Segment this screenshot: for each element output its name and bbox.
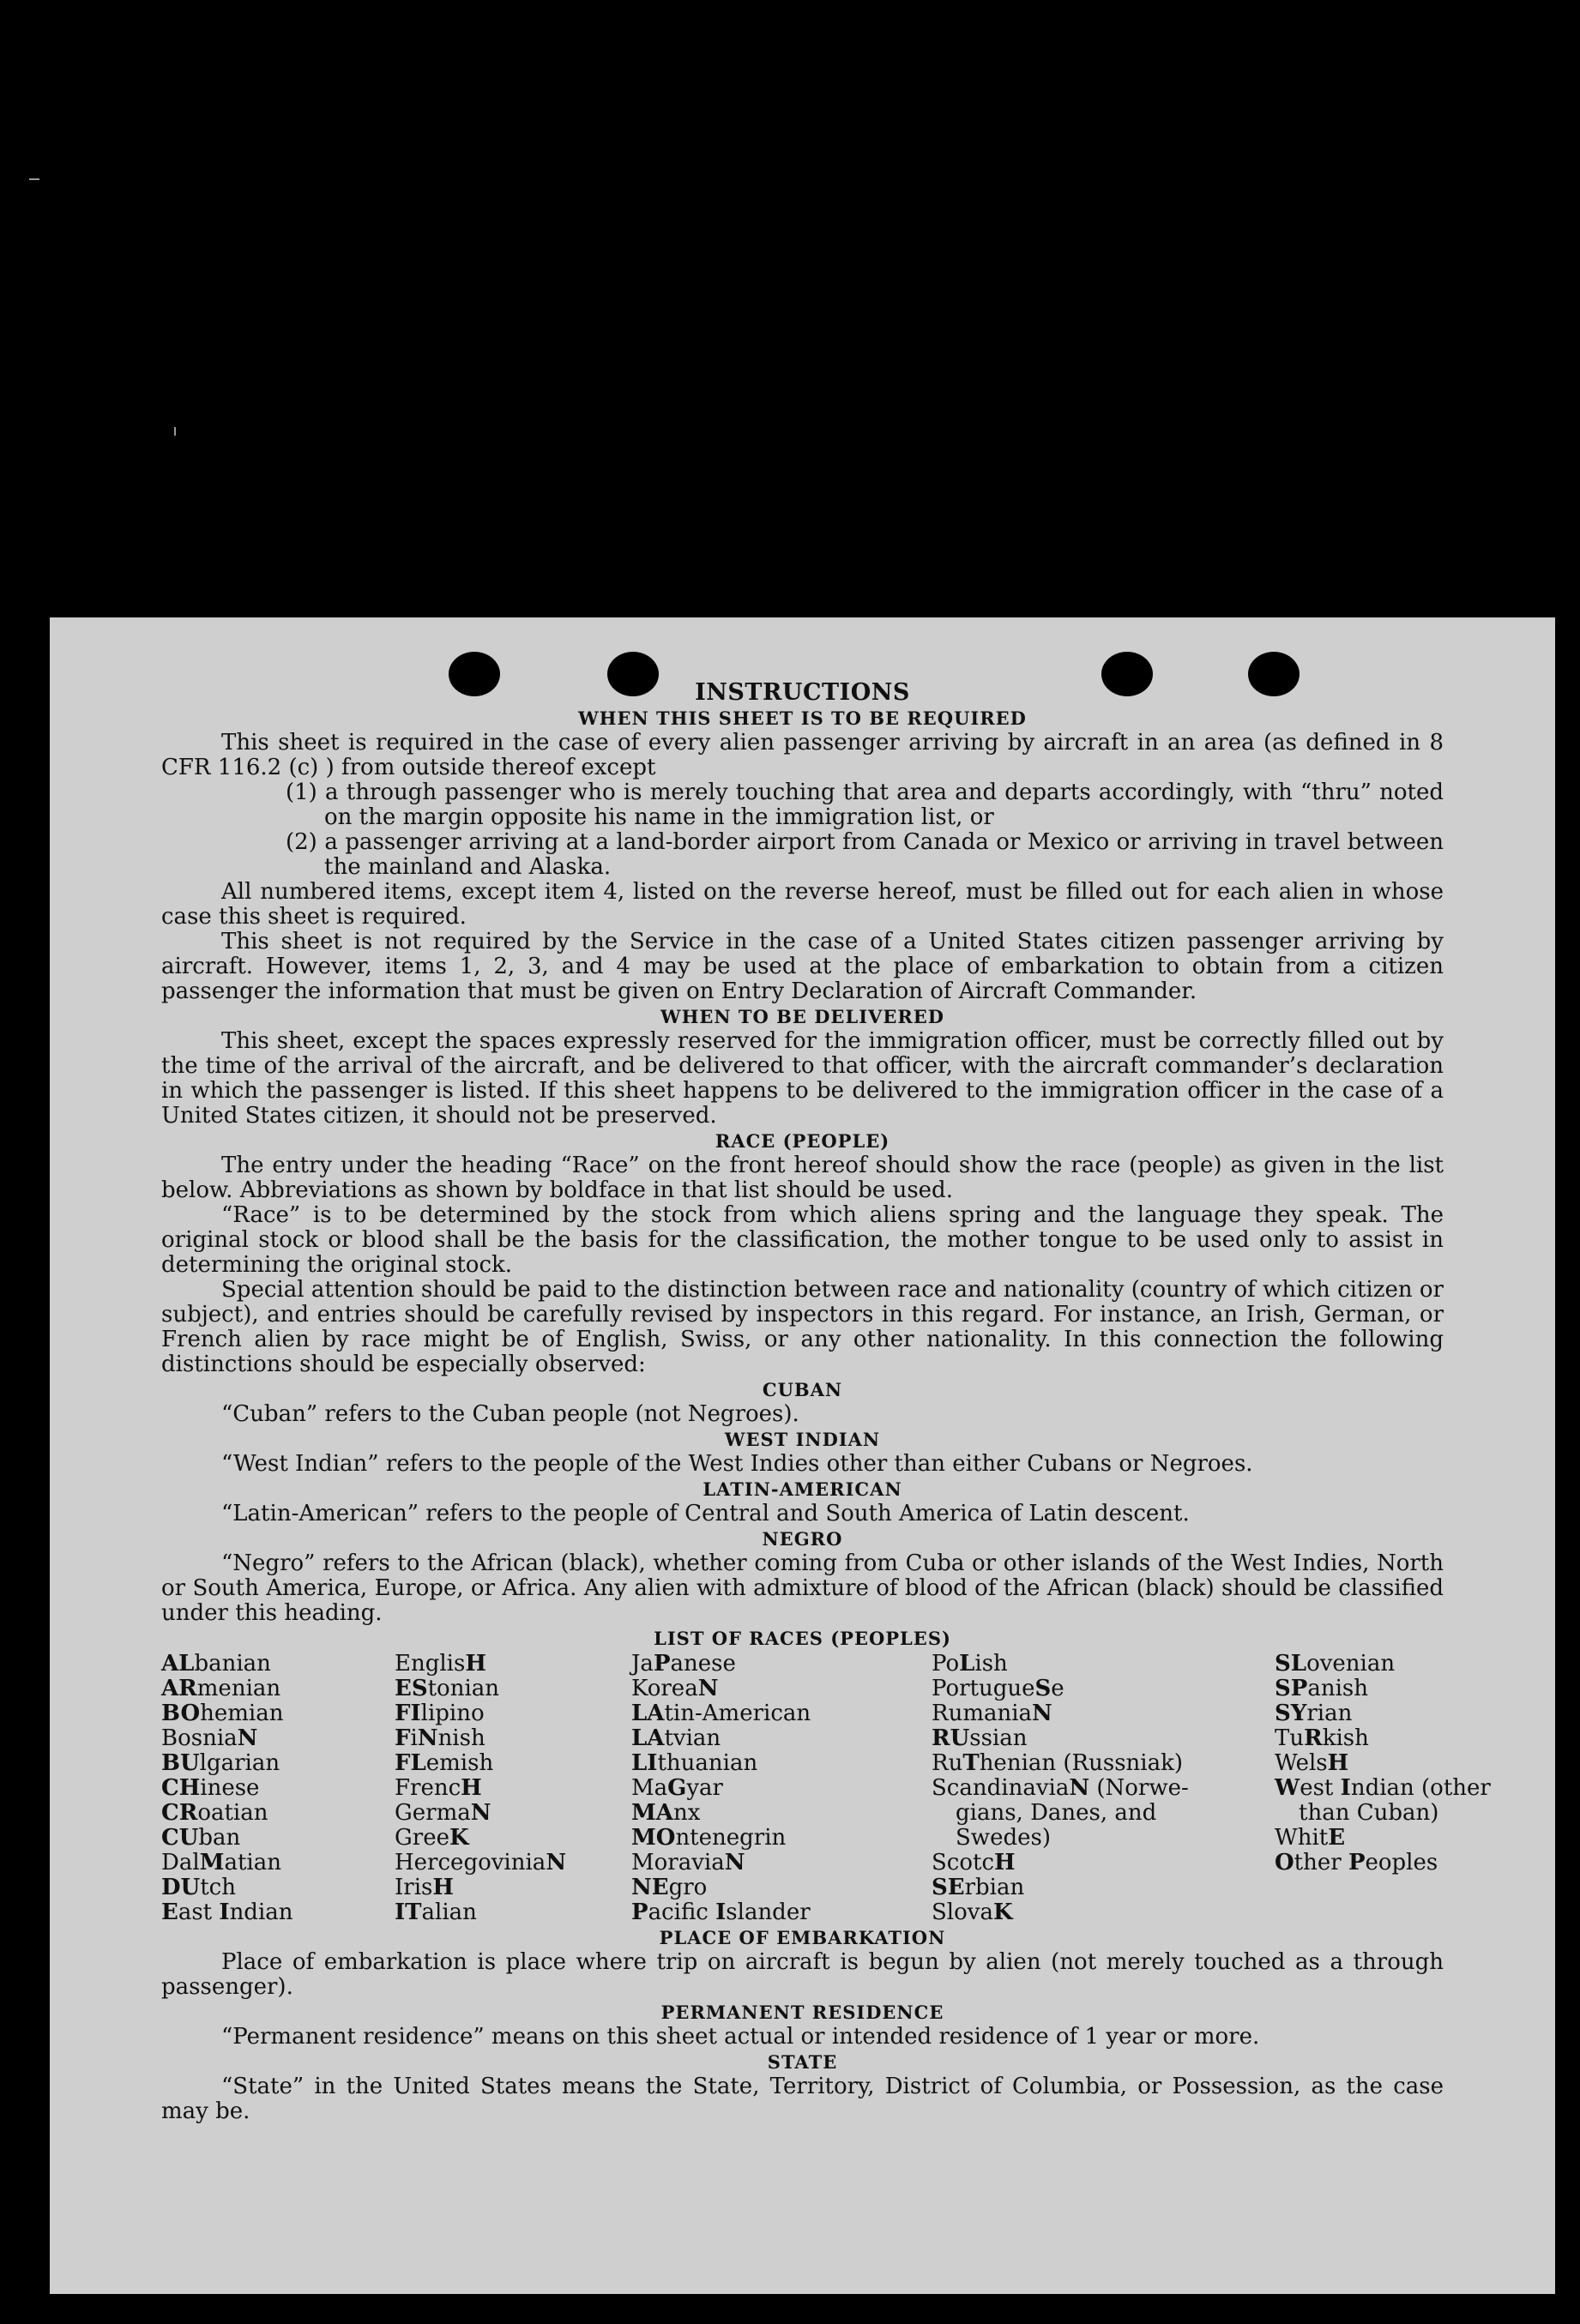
race-entry xyxy=(631,1900,932,1925)
race-entry xyxy=(631,1726,932,1751)
race-abbrev: N xyxy=(546,1850,567,1875)
page-title: INSTRUCTIONS xyxy=(695,679,910,706)
race-abbrev: H xyxy=(432,1875,454,1900)
race-entry xyxy=(631,1701,932,1726)
race-text: Moravia xyxy=(631,1850,725,1875)
race-text: hemian xyxy=(200,1701,284,1726)
race-text: ovenian xyxy=(1306,1651,1396,1677)
paragraph: “Latin-American” refers to the people of Central and South America of Latin descent. xyxy=(221,1501,1190,1526)
race-text: Bosnia xyxy=(161,1725,238,1751)
race-entry xyxy=(161,1801,395,1826)
race-entry xyxy=(161,1851,395,1875)
race-entry xyxy=(631,1801,932,1826)
instruction-sections xyxy=(161,707,1444,1626)
race-entry xyxy=(932,1776,1275,1801)
race-entry xyxy=(1275,1776,1498,1801)
race-abbrev: K xyxy=(449,1825,469,1851)
race-abbrev: SP xyxy=(1275,1676,1308,1701)
race-entry xyxy=(1275,1801,1498,1826)
race-text: slander xyxy=(726,1900,811,1925)
race-text: Whit xyxy=(1275,1825,1329,1851)
paragraph: This sheet is not required by the Service in the case of a United States citizen passenger arriving by aircraft. However, items 1, 2, 3, and 4 may be used at the place of embarkation to obtain from a citizen passenger the information that must be given on Entry Declaration of Aircraft Commander. xyxy=(161,929,1444,1004)
race-text: gro xyxy=(668,1875,708,1900)
race-abbrev: LI xyxy=(631,1750,658,1776)
race-abbrev: SE xyxy=(932,1875,965,1900)
race-entry xyxy=(631,1826,932,1851)
race-text: Ma xyxy=(631,1775,668,1801)
race-entry xyxy=(1275,1751,1498,1776)
section-heading-when-this-sheet-is-to-be-required: WHEN THIS SHEET IS TO BE REQUIRED xyxy=(578,707,1027,729)
race-entry xyxy=(395,1801,631,1826)
race-text: ssian xyxy=(969,1725,1028,1751)
races-column xyxy=(631,1652,932,1925)
race-entry xyxy=(932,1875,1275,1900)
race-entry xyxy=(395,1726,631,1751)
race-entry xyxy=(631,1652,932,1677)
race-abbrev: N xyxy=(697,1676,719,1701)
race-text: kish xyxy=(1322,1725,1369,1751)
race-entry xyxy=(1275,1677,1498,1701)
race-entry xyxy=(395,1751,631,1776)
film-speck xyxy=(174,427,176,436)
race-abbrev: P xyxy=(631,1900,648,1925)
race-entry xyxy=(161,1677,395,1701)
race-entry xyxy=(631,1851,932,1875)
race-abbrev: CR xyxy=(161,1800,198,1826)
race-text: nx xyxy=(672,1800,701,1826)
race-text: ban xyxy=(198,1825,241,1851)
race-abbrev: NE xyxy=(631,1875,669,1900)
race-abbrev: F xyxy=(395,1725,411,1751)
race-abbrev: LA xyxy=(631,1725,665,1751)
race-entry xyxy=(395,1826,631,1851)
race-text: tvian xyxy=(664,1725,721,1751)
paragraph: “Negro” refers to the African (black), whether coming from Cuba or other islands of the West Indies, North or South America, Europe, or Africa. Any alien with admixture of blood of the African (black) should be classified under this heading. xyxy=(161,1550,1444,1626)
paragraph: (2) a passenger arriving at a land-border airport from Canada or Mexico or arriving in travel between the mainland and Alaska. xyxy=(286,829,1444,880)
race-entry xyxy=(1275,1652,1498,1677)
races-list xyxy=(161,1651,1491,1925)
race-entry xyxy=(1275,1701,1498,1726)
race-text: ndian xyxy=(229,1900,293,1925)
race-text: Ja xyxy=(631,1651,654,1677)
race-abbrev: IT xyxy=(395,1900,422,1925)
race-entry xyxy=(161,1875,395,1900)
race-text: atian xyxy=(224,1850,281,1875)
race-abbrev: R xyxy=(1304,1725,1323,1751)
section-heading-when-to-be-delivered: WHEN TO BE DELIVERED xyxy=(660,1006,944,1027)
race-abbrev: K xyxy=(992,1900,1013,1925)
paragraph: The entry under the heading “Race” on the front hereof should show the race (people) as given in the list below. Abbreviations as shown by boldface in that list should be used. xyxy=(161,1153,1444,1203)
paragraph: This sheet, except the spaces expressly reserved for the immigration officer, must be correctly filled out by the time of the arrival of the aircraft, and be delivered to that officer, with the aircraft commander’s declaration in which the passenger is listed. If this sheet happens to be delivered to the immigration officer in the case of a United States citizen, it should not be preserved. xyxy=(161,1028,1444,1129)
race-abbrev: W xyxy=(1275,1775,1300,1801)
race-abbrev: BU xyxy=(161,1750,200,1776)
section-heading-race-people: RACE (PEOPLE) xyxy=(715,1130,890,1152)
races-column xyxy=(395,1652,631,1925)
race-abbrev: MA xyxy=(631,1800,673,1826)
section-heading-state: STATE xyxy=(767,2051,838,2073)
paragraph: “State” in the United States means the State, Territory, District of Columbia, or Possession, as the case may be. xyxy=(161,2074,1444,2124)
race-text: tin-American xyxy=(664,1701,811,1726)
race-text: Hercegovinia xyxy=(395,1850,546,1875)
race-abbrev: N xyxy=(1069,1775,1090,1801)
section-heading-latin-american: LATIN-AMERICAN xyxy=(703,1478,902,1500)
race-entry xyxy=(932,1900,1275,1925)
race-text: oatian xyxy=(197,1800,268,1826)
race-abbrev: E xyxy=(161,1900,178,1925)
race-abbrev: N xyxy=(1032,1701,1052,1726)
race-entry xyxy=(932,1751,1275,1776)
races-column xyxy=(1275,1652,1498,1925)
race-abbrev: CU xyxy=(161,1825,199,1851)
race-text: lgarian xyxy=(199,1750,280,1776)
section-heading-west-indian: WEST INDIAN xyxy=(724,1429,881,1450)
paragraph: “West Indian” refers to the people of the West Indies other than either Cubans or Negroes. xyxy=(221,1451,1253,1477)
paragraph: “Permanent residence” means on this sheet actual or intended residence of 1 year or more. xyxy=(221,2024,1260,2050)
race-text: ndian (other xyxy=(1350,1775,1491,1801)
race-text: Englis xyxy=(395,1651,466,1677)
race-abbrev: H xyxy=(461,1775,482,1801)
race-text: eoples xyxy=(1365,1850,1438,1875)
race-text: inese xyxy=(200,1775,260,1801)
race-text: Gree xyxy=(395,1825,449,1851)
paragraph: All numbered items, except item 4, listed on the reverse hereof, must be filled out for each alien in whose case this sheet is required. xyxy=(161,879,1444,930)
race-text: gians, Danes, and xyxy=(956,1800,1157,1826)
race-text: (Norwe- xyxy=(1089,1775,1189,1801)
race-abbrev: N xyxy=(470,1800,491,1826)
race-text: alian xyxy=(421,1900,477,1925)
paragraph: (1) a through passenger who is merely touching that area and departs accordingly, with “thru” noted on the margin opposite his name in the immigration list, or xyxy=(286,780,1444,830)
paragraph: Special attention should be paid to the distinction between race and nationality (country of which citizen or subject), and entries should be carefully revised by inspectors in this regard. For instance, an Irish, German, or French alien by race might be of English, Swiss, or any other nationality. In this connection the following distinctions should be especially observed: xyxy=(161,1277,1444,1377)
film-speck xyxy=(29,178,39,180)
section-heading-cuban: CUBAN xyxy=(762,1379,843,1400)
races-column xyxy=(932,1652,1275,1925)
race-abbrev: AR xyxy=(161,1676,197,1701)
punch-hole xyxy=(1248,652,1300,696)
race-text: rbian xyxy=(964,1875,1025,1900)
race-abbrev: ES xyxy=(395,1676,428,1701)
race-text: Scotc xyxy=(932,1850,995,1875)
race-abbrev: H xyxy=(994,1850,1016,1875)
race-abbrev: H xyxy=(1327,1750,1349,1776)
race-abbrev: G xyxy=(667,1775,687,1801)
race-entry xyxy=(932,1652,1275,1677)
punch-hole xyxy=(607,652,659,696)
race-text: ish xyxy=(974,1651,1008,1677)
race-text: menian xyxy=(196,1676,281,1701)
tail-sections xyxy=(161,1927,1444,2124)
race-abbrev: M xyxy=(199,1850,225,1875)
race-text: Germa xyxy=(395,1800,471,1826)
race-abbrev: L xyxy=(959,1651,975,1677)
race-entry xyxy=(395,1875,631,1900)
race-entry xyxy=(1275,1726,1498,1751)
race-text: e xyxy=(1051,1676,1064,1701)
race-text: Slova xyxy=(932,1900,993,1925)
race-abbrev: N xyxy=(417,1725,438,1751)
race-abbrev: N xyxy=(724,1850,745,1875)
race-text: Iris xyxy=(395,1875,433,1900)
race-entry xyxy=(631,1751,932,1776)
race-abbrev: SY xyxy=(1275,1701,1307,1726)
race-text: Po xyxy=(932,1651,960,1677)
race-entry xyxy=(395,1851,631,1875)
race-text: i xyxy=(410,1725,418,1751)
paragraph: This sheet is required in the case of every alien passenger arriving by aircraft in an area (as defined in 8 CFR 116.2 (c) ) from outside thereof except xyxy=(161,730,1444,780)
paragraph: “Cuban” refers to the Cuban people (not Negroes). xyxy=(221,1401,799,1427)
race-abbrev: P xyxy=(1348,1850,1366,1875)
race-entry xyxy=(932,1726,1275,1751)
race-entry xyxy=(932,1851,1275,1875)
race-text: lipino xyxy=(420,1701,485,1726)
punch-hole xyxy=(1101,652,1153,696)
race-text: tonian xyxy=(427,1676,500,1701)
race-abbrev: I xyxy=(219,1900,230,1925)
race-text: Ru xyxy=(932,1750,963,1776)
race-text: ast xyxy=(178,1900,220,1925)
race-text: Rumania xyxy=(932,1701,1033,1726)
race-entry xyxy=(1275,1851,1498,1875)
race-abbrev: N xyxy=(237,1725,258,1751)
race-abbrev: FI xyxy=(395,1701,421,1726)
race-abbrev: BO xyxy=(161,1701,201,1726)
race-abbrev: MO xyxy=(631,1825,676,1851)
race-text: Korea xyxy=(631,1676,698,1701)
race-text: rian xyxy=(1306,1701,1353,1726)
race-abbrev: AL xyxy=(161,1651,195,1677)
race-text: yar xyxy=(686,1775,723,1801)
race-text: Tu xyxy=(1275,1725,1305,1751)
race-entry xyxy=(395,1900,631,1925)
race-text: tch xyxy=(200,1875,236,1900)
race-abbrev: S xyxy=(1034,1676,1052,1701)
race-abbrev: O xyxy=(1275,1850,1294,1875)
race-entry xyxy=(932,1826,1275,1851)
race-abbrev: DU xyxy=(161,1875,201,1900)
race-text: banian xyxy=(194,1651,271,1677)
section-heading-permanent-residence: PERMANENT RESIDENCE xyxy=(660,2002,944,2023)
paragraph: “Race” is to be determined by the stock from which aliens spring and the language they speak. The original stock or blood shall be the basis for the classification, the mother tongue to be used only to assist in determining the original stock. xyxy=(161,1202,1444,1278)
race-abbrev: SL xyxy=(1275,1651,1307,1677)
races-column xyxy=(161,1652,395,1925)
race-abbrev: T xyxy=(962,1750,980,1776)
race-abbrev: P xyxy=(653,1651,671,1677)
race-entry xyxy=(161,1900,395,1925)
instruction-sheet xyxy=(50,617,1555,2294)
race-entry xyxy=(161,1726,395,1751)
race-entry xyxy=(161,1776,395,1801)
race-abbrev: LA xyxy=(631,1701,665,1726)
race-entry xyxy=(1275,1826,1498,1851)
race-entry xyxy=(395,1652,631,1677)
section-heading-negro: NEGRO xyxy=(762,1528,843,1550)
race-entry xyxy=(161,1826,395,1851)
race-entry xyxy=(631,1677,932,1701)
race-abbrev: CH xyxy=(161,1775,201,1801)
race-text: acific xyxy=(648,1900,716,1925)
race-entry xyxy=(161,1701,395,1726)
race-entry xyxy=(161,1751,395,1776)
race-abbrev: I xyxy=(1340,1775,1351,1801)
race-text: emish xyxy=(425,1750,494,1776)
race-text: ntenegrin xyxy=(675,1825,787,1851)
race-text: Frenc xyxy=(395,1775,461,1801)
race-abbrev: H xyxy=(465,1651,486,1677)
race-text: Swedes) xyxy=(956,1825,1051,1851)
race-text: Wels xyxy=(1275,1750,1328,1776)
race-abbrev: RU xyxy=(932,1725,970,1751)
race-text: Dal xyxy=(161,1850,200,1875)
race-entry xyxy=(631,1776,932,1801)
race-text: anish xyxy=(1307,1676,1368,1701)
race-entry xyxy=(395,1677,631,1701)
race-text: Scandinavia xyxy=(932,1775,1070,1801)
race-text: ther xyxy=(1294,1850,1348,1875)
race-abbrev: I xyxy=(715,1900,727,1925)
race-entry xyxy=(932,1677,1275,1701)
race-entry xyxy=(932,1801,1275,1826)
race-entry xyxy=(932,1701,1275,1726)
race-entry xyxy=(395,1776,631,1801)
races-heading: LIST OF RACES (PEOPLES) xyxy=(654,1628,951,1649)
race-text: than Cuban) xyxy=(1299,1800,1439,1826)
race-text: nish xyxy=(437,1725,485,1751)
race-text: henian (Russniak) xyxy=(979,1750,1184,1776)
race-text: anese xyxy=(670,1651,736,1677)
race-entry xyxy=(631,1875,932,1900)
race-entry xyxy=(395,1701,631,1726)
race-text: thuanian xyxy=(657,1750,758,1776)
race-abbrev: E xyxy=(1328,1825,1346,1851)
punch-hole xyxy=(449,652,500,696)
race-text: Portugue xyxy=(932,1676,1035,1701)
paragraph: Place of embarkation is place where trip on aircraft is begun by alien (not merely touched as a through passenger). xyxy=(161,1949,1444,2000)
section-heading-place-of-embarkation: PLACE OF EMBARKATION xyxy=(659,1927,946,1948)
race-entry xyxy=(161,1652,395,1677)
race-abbrev: FL xyxy=(395,1750,426,1776)
race-text: est xyxy=(1300,1775,1341,1801)
